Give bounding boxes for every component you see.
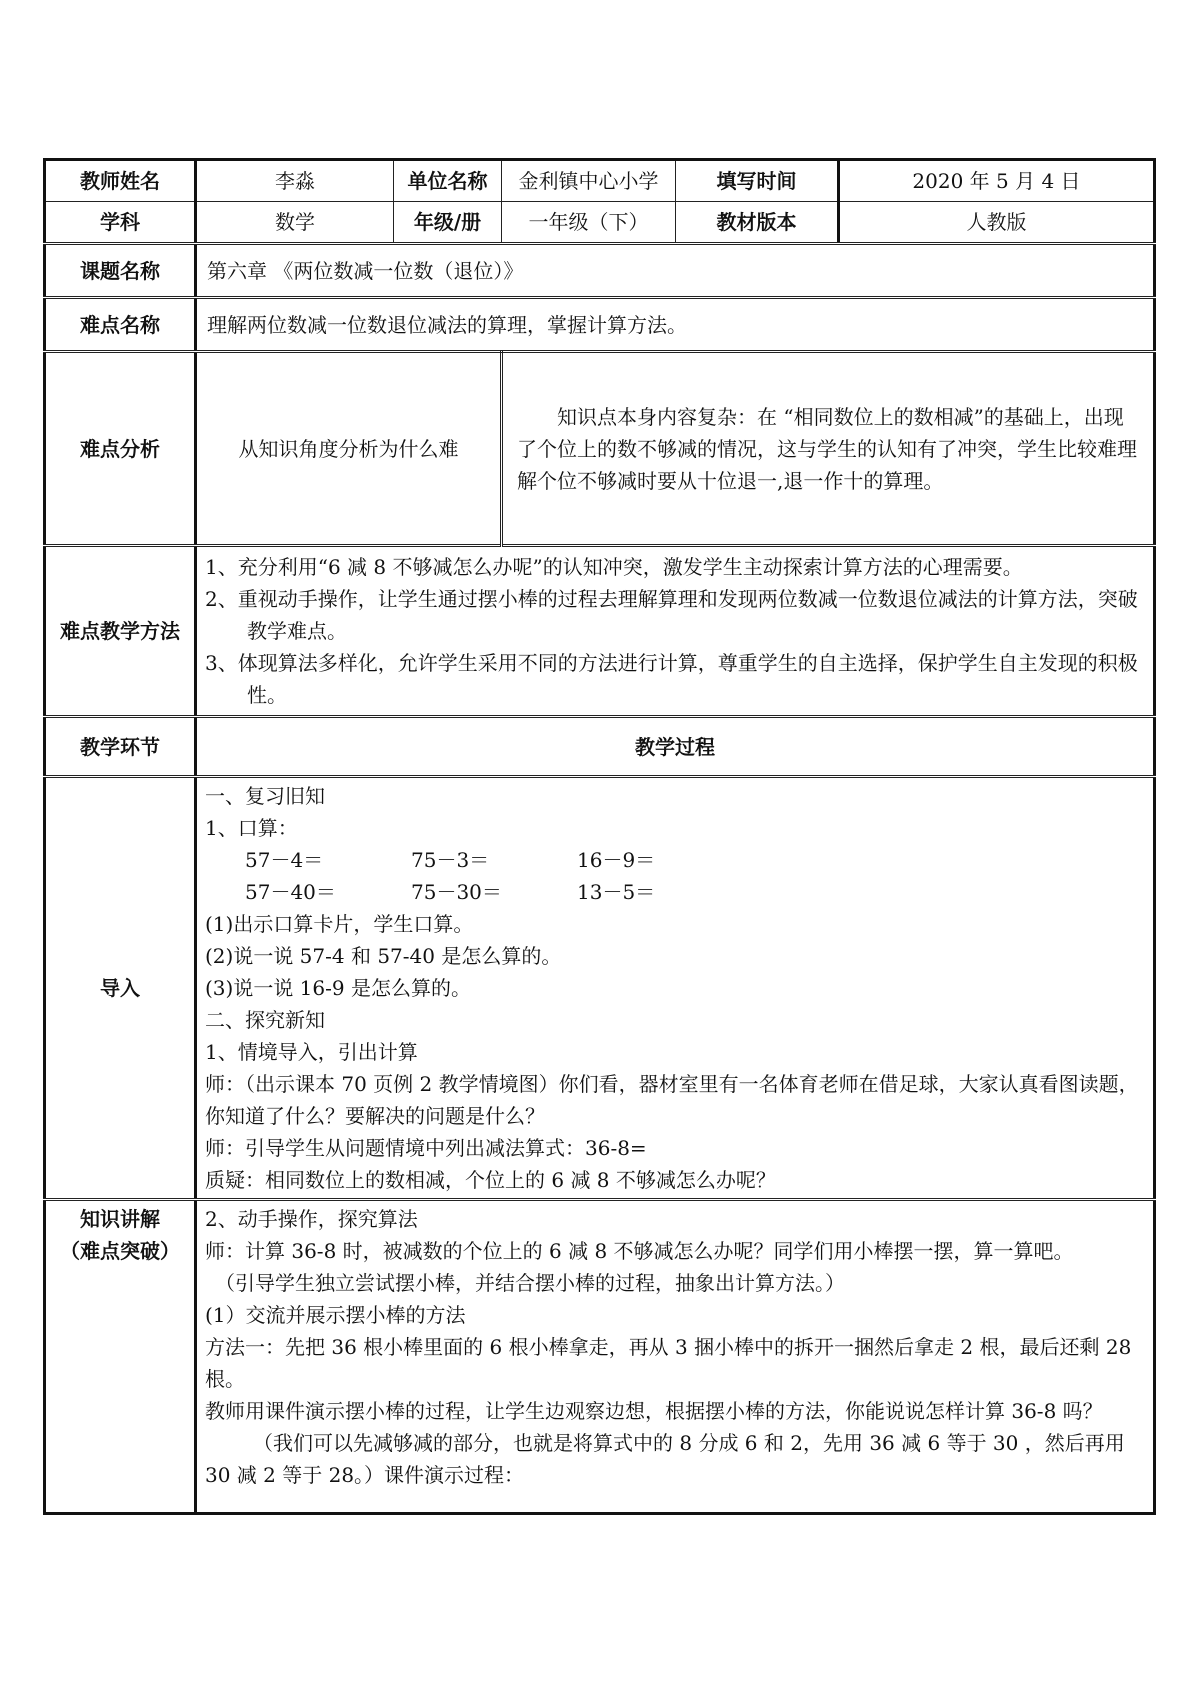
subject-value: 数学 [196,202,394,244]
subject-label: 学科 [45,202,196,244]
knowledge-label-line2: （难点突破） [60,1239,180,1263]
stage-header: 教学环节 [45,717,196,777]
methods-list [196,546,1155,717]
process-header: 教学过程 [196,717,1155,777]
calc-item: 16－9＝ [577,848,656,872]
analysis-label: 难点分析 [45,352,196,546]
method-item-1: 1、充分利用“6 减 8 不够减怎么办呢”的认知冲突，激发学生主动探索计算方法的心理需要。 [205,555,1023,579]
teacher-label: 教师姓名 [45,160,196,202]
review-title: 一、复习旧知 [205,784,325,808]
method-one: 方法一：先把 36 根小棒里面的 6 根小棒拿走，再从 3 捆小棒中的拆开一捆然后拿走 2 根，最后还剩 28 根。 [205,1335,1132,1391]
difficulty-value: 理解两位数减一位数退位减法的算理，掌握计算方法。 [196,298,1155,352]
topic-label: 课题名称 [45,244,196,298]
intro-content [196,777,1155,1200]
knowledge-guide: （引导学生独立尝试摆小棒，并结合摆小棒的过程，抽象出计算方法。） [215,1271,845,1295]
methods-label: 难点教学方法 [45,546,196,717]
edition-label: 教材版本 [676,202,839,244]
topic-value: 第六章 《两位数减一位数（退位）》 [196,244,1155,298]
method-item-3: 3、体现算法多样化，允许学生采用不同的方法进行计算，尊重学生的自主选择，保护学生自主发现的积极性。 [205,651,1138,707]
calc-item: 57－4＝ [245,848,324,872]
teacher-guide: 师：引导学生从问题情境中列出减法算式：36-8= [205,1136,647,1160]
intro-step: (3)说一说 16-9 是怎么算的。 [205,976,471,1000]
knowledge-teacher-question: 师：计算 36-8 时，被减数的个位上的 6 减 8 不够减怎么办呢？同学们用小棒摆一摆，算一算吧。 [205,1239,1074,1263]
grade-value: 一年级（下） [502,202,676,244]
lesson-plan-sheet [43,158,1153,1515]
analysis-text: 知识点本身内容复杂：在 “相同数位上的数相减”的基础上，出现了个位上的数不够减的情况，这与学生的认知有了冲突，学生比较难理解个位不够减时要从十位退一,退一作十的算理。 [502,352,1155,546]
calc-item: 75－3＝ [411,848,490,872]
method-item-2: 2、重视动手操作，让学生通过摆小棒的过程去理解算理和发现两位数减一位数退位减法的计算方法，突破教学难点。 [205,587,1138,643]
calc-item: 57－40＝ [245,880,336,904]
demo-text: 教师用课件演示摆小棒的过程，让学生边观察边想，根据摆小棒的方法，你能说说怎样计算 36-8 吗？ [205,1399,1103,1423]
lesson-plan-table [43,158,1156,1515]
explore-title: 二、探究新知 [205,1008,325,1032]
calc-item: 75－30＝ [411,880,502,904]
exchange-title: (1）交流并展示摆小棒的方法 [205,1303,466,1327]
knowledge-label [45,1200,196,1514]
oral-title: 1、口算： [205,816,298,840]
intro-question: 质疑：相同数位上的数相减，个位上的 6 减 8 不够减怎么办呢？ [205,1168,776,1192]
knowledge-label-line1: 知识讲解 [80,1207,160,1231]
grade-label: 年级/册 [394,202,502,244]
edition-value: 人教版 [839,202,1155,244]
scene-title: 1、情境导入，引出计算 [205,1040,418,1064]
operation-title: 2、动手操作，探究算法 [205,1207,418,1231]
knowledge-content [196,1200,1155,1514]
unit-value: 金利镇中心小学 [502,160,676,202]
date-label: 填写时间 [676,160,839,202]
difficulty-label: 难点名称 [45,298,196,352]
intro-label: 导入 [45,777,196,1200]
teacher-value: 李淼 [196,160,394,202]
intro-step: (2)说一说 57-4 和 57-40 是怎么算的。 [205,944,562,968]
answer-text: （我们可以先减够减的部分，也就是将算式中的 8 分成 6 和 2，先用 36 减 6 等于 30 ，然后再用 30 减 2 等于 28。）课件演示过程： [205,1431,1125,1487]
date-value: 2020 年 5 月 4 日 [839,160,1155,202]
analysis-sub-label: 从知识角度分析为什么难 [196,352,502,546]
calc-row-1 [205,844,1145,876]
unit-label: 单位名称 [394,160,502,202]
teacher-question: 师：（出示课本 70 页例 2 教学情境图）你们看，器材室里有一名体育老师在借足球，大家认真看图读题，你知道了什么？要解决的问题是什么？ [205,1072,1139,1128]
intro-step: (1)出示口算卡片，学生口算。 [205,912,474,936]
calc-item: 13－5＝ [577,880,656,904]
calc-row-2 [205,876,1145,908]
